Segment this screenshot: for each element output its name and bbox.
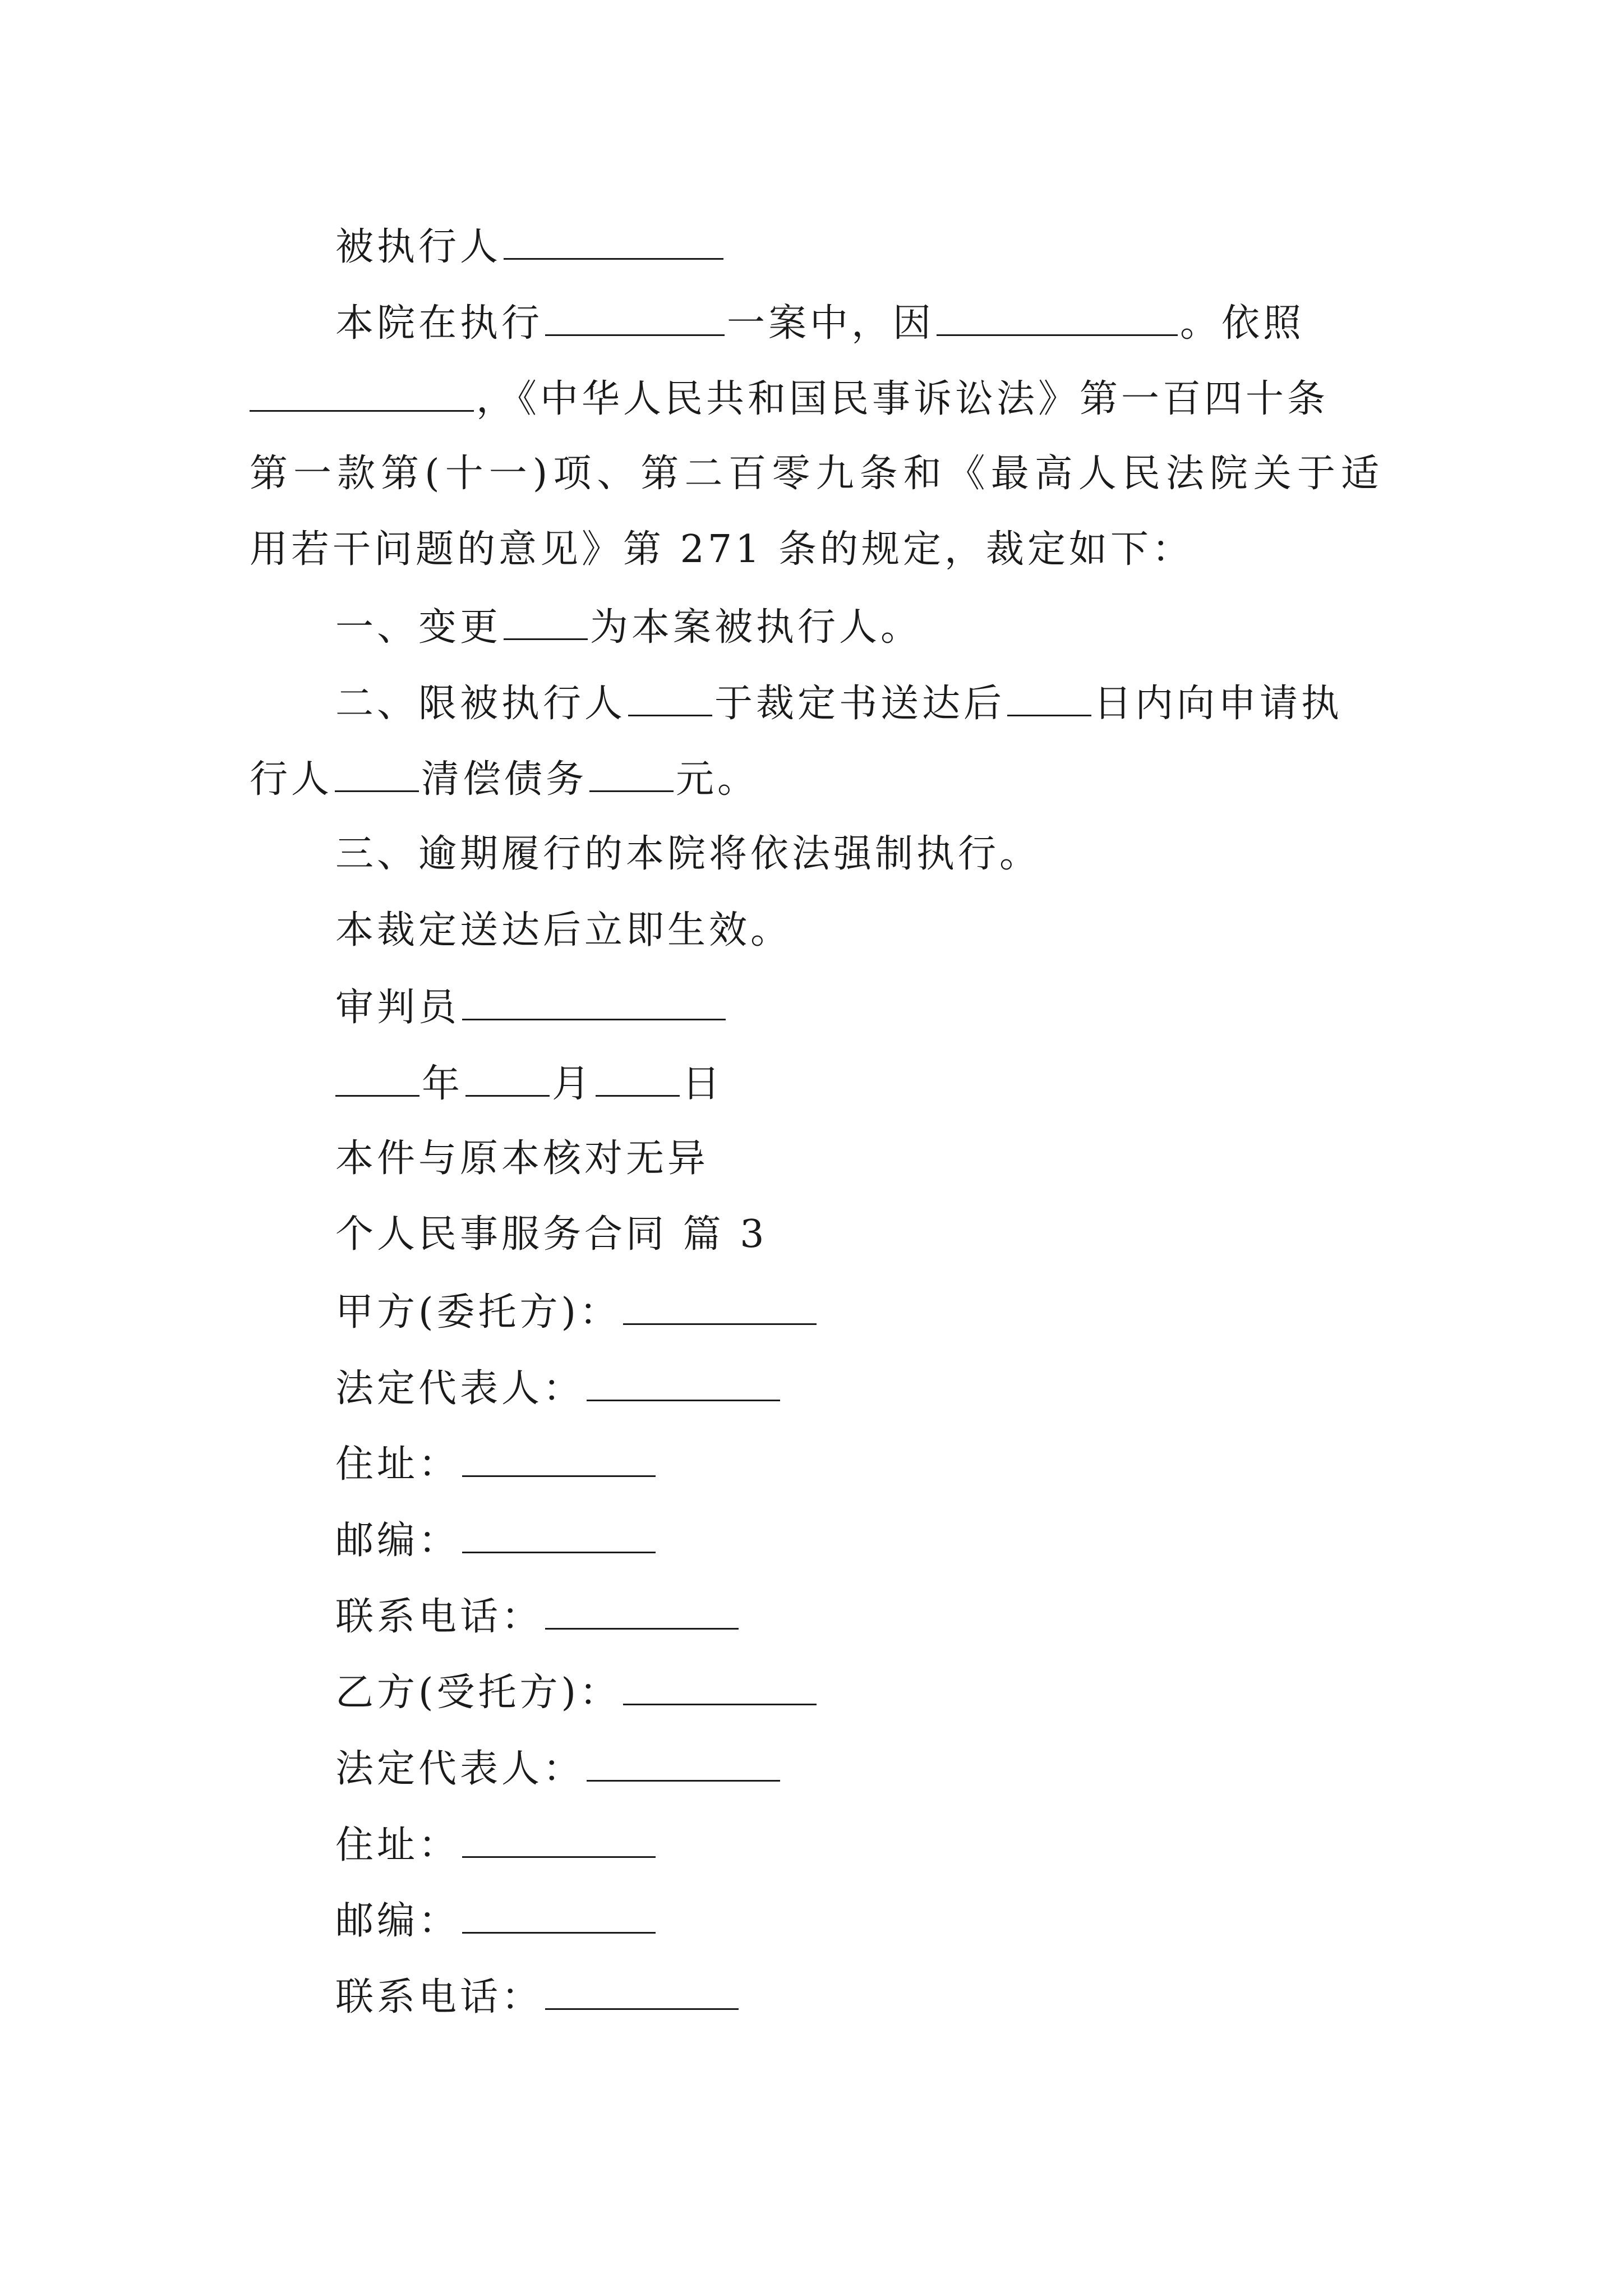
text-segment: 一案中，因 xyxy=(727,301,935,346)
judge-blank xyxy=(462,984,726,1020)
text-segment: 日内向申请执 xyxy=(1094,682,1343,726)
text-segment: 为本案被执行人。 xyxy=(590,605,923,650)
party-a-line xyxy=(335,1289,819,1335)
party-a-tel-blank xyxy=(545,1593,739,1630)
text-segment: 一、变更 xyxy=(335,605,502,650)
party-b-tel-line xyxy=(335,1973,741,2020)
item1-blank xyxy=(504,604,588,640)
month-label: 月 xyxy=(552,1062,594,1106)
respondent-label: 被执行人 xyxy=(335,225,502,269)
item2-blank-a xyxy=(628,680,712,716)
verified-line: 本件与原本核对无异 xyxy=(335,1137,709,1181)
day-blank xyxy=(596,1060,680,1097)
month-blank xyxy=(465,1060,550,1097)
text-segment: 二、限被执行人 xyxy=(335,682,626,726)
case-blank xyxy=(545,300,725,336)
party-b-blank xyxy=(623,1669,817,1705)
party-a-tel-line xyxy=(335,1593,741,1640)
party-b-zip-label: 邮编： xyxy=(335,1899,460,1943)
party-b-addr-blank xyxy=(462,1821,656,1858)
year-label: 年 xyxy=(422,1062,464,1106)
text-segment: 清偿债务 xyxy=(421,757,588,802)
text-segment: 本院在执行 xyxy=(335,301,543,346)
year-blank xyxy=(335,1060,419,1097)
party-b-addr-line xyxy=(335,1821,658,1868)
party-b-tel-blank xyxy=(545,1973,739,2010)
respondent-blank xyxy=(504,223,723,260)
party-a-zip-label: 邮编： xyxy=(335,1519,460,1563)
party-b-zip-blank xyxy=(462,1897,656,1934)
paragraph1-line4: 用若干问题的意见》第 271 条的规定，裁定如下： xyxy=(250,527,1194,572)
party-b-tel-label: 联系电话： xyxy=(335,1975,543,2019)
item2-blank-b xyxy=(1007,680,1091,716)
party-a-blank xyxy=(623,1289,817,1325)
text-segment: ，《中华人民共和国民事诉讼法》第一百四十条 xyxy=(476,377,1329,421)
party-a-tel-label: 联系电话： xyxy=(335,1595,543,1639)
effective-line: 本裁定送达后立即生效。 xyxy=(335,908,792,953)
party-a-rep-blank xyxy=(587,1365,780,1401)
party-a-rep-label: 法定代表人： xyxy=(335,1366,585,1411)
item2-line1 xyxy=(335,680,1382,726)
party-a-addr-blank xyxy=(462,1441,656,1477)
item2-line2 xyxy=(250,756,1382,802)
item2-blank-d xyxy=(589,756,674,792)
judge-line xyxy=(335,984,728,1030)
paragraph1-line2 xyxy=(250,375,1382,422)
item2-blank-c xyxy=(335,756,419,792)
text-segment: 行人 xyxy=(250,757,333,802)
party-b-zip-line xyxy=(335,1897,658,1944)
judge-label: 审判员 xyxy=(335,986,460,1030)
text-segment: 元。 xyxy=(676,757,759,802)
party-b-line xyxy=(335,1669,819,1715)
party-b-rep-blank xyxy=(587,1745,780,1782)
day-label: 日 xyxy=(682,1062,724,1106)
party-a-addr-label: 住址： xyxy=(335,1442,460,1487)
party-a-zip-line xyxy=(335,1517,658,1563)
party-b-label: 乙方(受托方)： xyxy=(335,1671,621,1715)
paragraph1-line3: 第一款第(十一)项、第二百零九条和《最高人民法院关于适 xyxy=(250,452,1382,496)
text-segment: 于裁定书送达后 xyxy=(714,682,1006,726)
text-segment: 。依照 xyxy=(1180,301,1305,346)
party-a-label: 甲方(委托方)： xyxy=(335,1290,621,1335)
party-a-zip-blank xyxy=(462,1517,656,1553)
party-b-rep-line xyxy=(335,1745,782,1792)
item3-line: 三、逾期履行的本院将依法强制执行。 xyxy=(335,832,1041,876)
party-b-addr-label: 住址： xyxy=(335,1823,460,1867)
reason-blank xyxy=(937,300,1178,336)
party-a-addr-line xyxy=(335,1441,658,1487)
item1-line xyxy=(335,604,922,650)
party-a-rep-line xyxy=(335,1365,782,1411)
paragraph1-line1 xyxy=(335,300,1304,346)
date-line xyxy=(335,1060,723,1107)
respondent-line xyxy=(335,223,726,270)
section-title: 个人民事服务合同 篇 3 xyxy=(335,1212,768,1257)
party-b-rep-label: 法定代表人： xyxy=(335,1747,585,1791)
basis-blank xyxy=(250,375,474,412)
